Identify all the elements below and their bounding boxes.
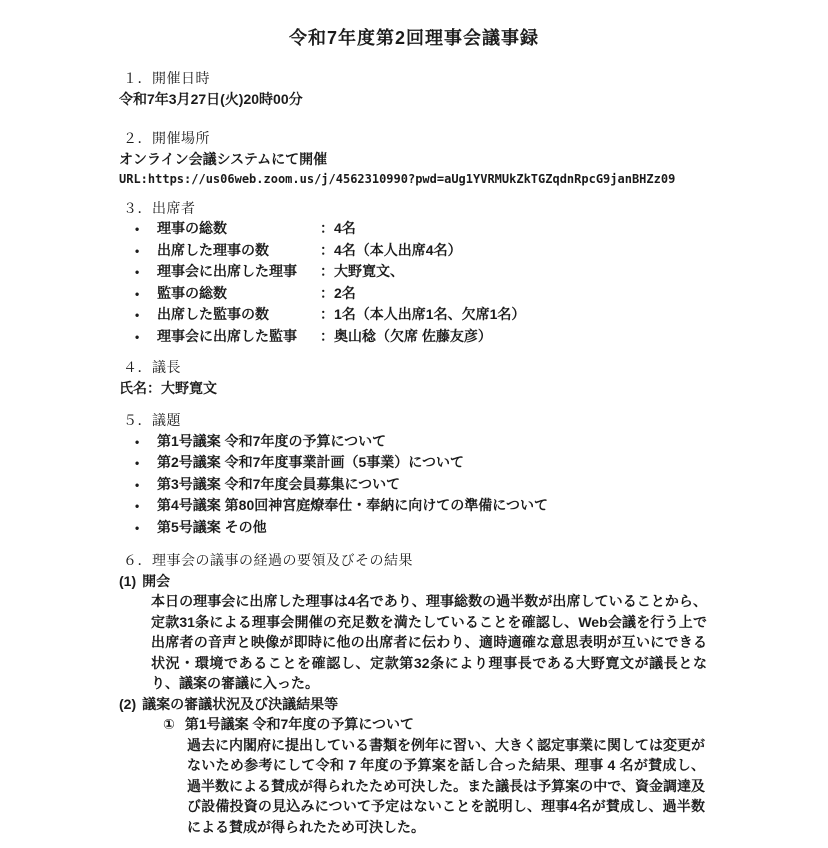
opening-marker: (1) bbox=[119, 572, 137, 589]
deliberation-block bbox=[119, 694, 709, 838]
bullet-icon: • bbox=[135, 243, 140, 258]
opening-title: 開会 bbox=[142, 572, 171, 589]
section-proceedings-heading: ６．理事会の議事の経過の要領及びその結果 bbox=[123, 552, 413, 568]
bullet-icon: • bbox=[135, 286, 140, 301]
section-chair-heading: ４．議長 bbox=[123, 359, 181, 375]
bullet-icon: • bbox=[135, 308, 140, 322]
opening-title-row bbox=[119, 571, 709, 592]
attendee-label: 出席した監事の数 bbox=[157, 306, 269, 322]
section-venue bbox=[119, 128, 709, 190]
resolution-item-1-title-row bbox=[119, 714, 709, 735]
attendee-value: ：4名（本人出席4名） bbox=[320, 241, 462, 258]
section-proceedings bbox=[119, 550, 709, 837]
meeting-url: URL:https://us06web.zoom.us/j/4562310990?pwd=aUg1YVRMUkZkTGZqdnRpcG9janBHZz09 bbox=[119, 172, 676, 186]
bullet-icon: • bbox=[135, 456, 140, 470]
attendee-value: ：大野寛文、 bbox=[320, 263, 404, 279]
bullet-icon: • bbox=[135, 265, 140, 279]
agenda-item-text: 第2号議案 令和7年度事業計画（5事業）について bbox=[157, 454, 464, 470]
attendee-row bbox=[119, 326, 709, 348]
attendee-row bbox=[119, 283, 709, 305]
agenda-item bbox=[119, 495, 709, 517]
opening-body: 本日の理事会に出席した理事は4名であり、理事総数の過半数が出席していることから、定款31条による理事会開催の充足数を満たしていることを確認し、Web会議を行う上で出席者の音声と映像が即時に他の出席者に伝わり、適時適確な意思表明が互いにできる状況・環境であることを確認し、定款第32条により理事長である大野寛文が議長となり、議案の審議に入った。 bbox=[151, 593, 707, 691]
resolution-item-1-body: 過去に内閣府に提出している書類を例年に習い、大きく認定事業に関しては変更がないため参考にして令和 7 年度の予算案を話し合った結果、理事 4 名が賛成し、過半数による賛成が得られたため可決した。また議長は予算案の中で、資金調達及び設備投資の見込みについて予定はないことを説明し、理事4名が賛成し、過半数による賛成が得られたため可決した。 bbox=[187, 736, 705, 835]
deliberation-marker: (2) bbox=[119, 695, 137, 712]
section-attendees-heading: ３．出席者 bbox=[123, 199, 196, 216]
attendee-label: 理事会に出席した監事 bbox=[157, 327, 297, 344]
attendee-label: 理事の総数 bbox=[157, 220, 227, 236]
opening-block bbox=[119, 571, 709, 694]
bullet-icon: • bbox=[135, 329, 140, 344]
section-datetime bbox=[119, 68, 709, 109]
agenda-item-text: 第3号議案 令和7年度会員募集について bbox=[157, 475, 401, 492]
agenda-item-text: 第4号議案 第80回神宮庭燎奉仕・奉納に向けての準備について bbox=[157, 497, 548, 513]
bullet-icon: • bbox=[135, 499, 140, 513]
deliberation-title: 議案の審議状況及び決議結果等 bbox=[142, 695, 339, 712]
agenda-item-text: 第5号議案 その他 bbox=[157, 518, 267, 535]
agenda-item bbox=[119, 517, 709, 539]
venue-description: オンライン会議システムにて開催 bbox=[119, 150, 328, 167]
section-chair bbox=[119, 357, 709, 398]
bullet-icon: • bbox=[135, 222, 140, 236]
attendee-value: ：1名（本人出席1名、欠席1名） bbox=[320, 306, 526, 322]
agenda-item bbox=[119, 474, 709, 496]
attendee-value: ：奥山稔（欠席 佐藤友彦） bbox=[320, 327, 492, 344]
resolution-item-1-title: 第1号議案 令和7年度の予算について bbox=[184, 716, 415, 732]
attendee-value: ：2名 bbox=[320, 284, 356, 301]
document-title: 令和7年度第2回理事会議事録 bbox=[288, 28, 540, 48]
attendee-row bbox=[119, 304, 709, 326]
attendee-label: 出席した理事の数 bbox=[157, 241, 269, 258]
agenda-item-text: 第1号議案 令和7年度の予算について bbox=[157, 432, 387, 449]
agenda-item bbox=[119, 452, 709, 474]
section-datetime-value: 令和7年3月27日(火)20時00分 bbox=[119, 90, 303, 107]
bullet-icon: • bbox=[135, 477, 140, 492]
attendee-label: 理事会に出席した理事 bbox=[157, 263, 297, 279]
attendee-row bbox=[119, 261, 709, 283]
section-datetime-heading: １．開催日時 bbox=[123, 70, 210, 86]
attendee-value: ：4名 bbox=[320, 220, 356, 236]
bullet-icon: • bbox=[135, 520, 140, 535]
attendee-row bbox=[119, 218, 709, 240]
section-attendees bbox=[119, 198, 709, 348]
resolution-item-1-marker: ① bbox=[163, 716, 175, 732]
attendee-row bbox=[119, 240, 709, 262]
deliberation-title-row bbox=[119, 694, 709, 715]
section-agenda bbox=[119, 410, 709, 538]
bullet-icon: • bbox=[135, 434, 140, 449]
chair-name: 氏名：大野寛文 bbox=[119, 379, 217, 396]
agenda-item bbox=[119, 431, 709, 453]
attendee-label: 監事の総数 bbox=[157, 284, 227, 301]
resolution-item-1 bbox=[119, 714, 709, 837]
section-venue-heading: ２．開催場所 bbox=[123, 130, 210, 146]
section-agenda-heading: ５．議題 bbox=[123, 412, 181, 428]
